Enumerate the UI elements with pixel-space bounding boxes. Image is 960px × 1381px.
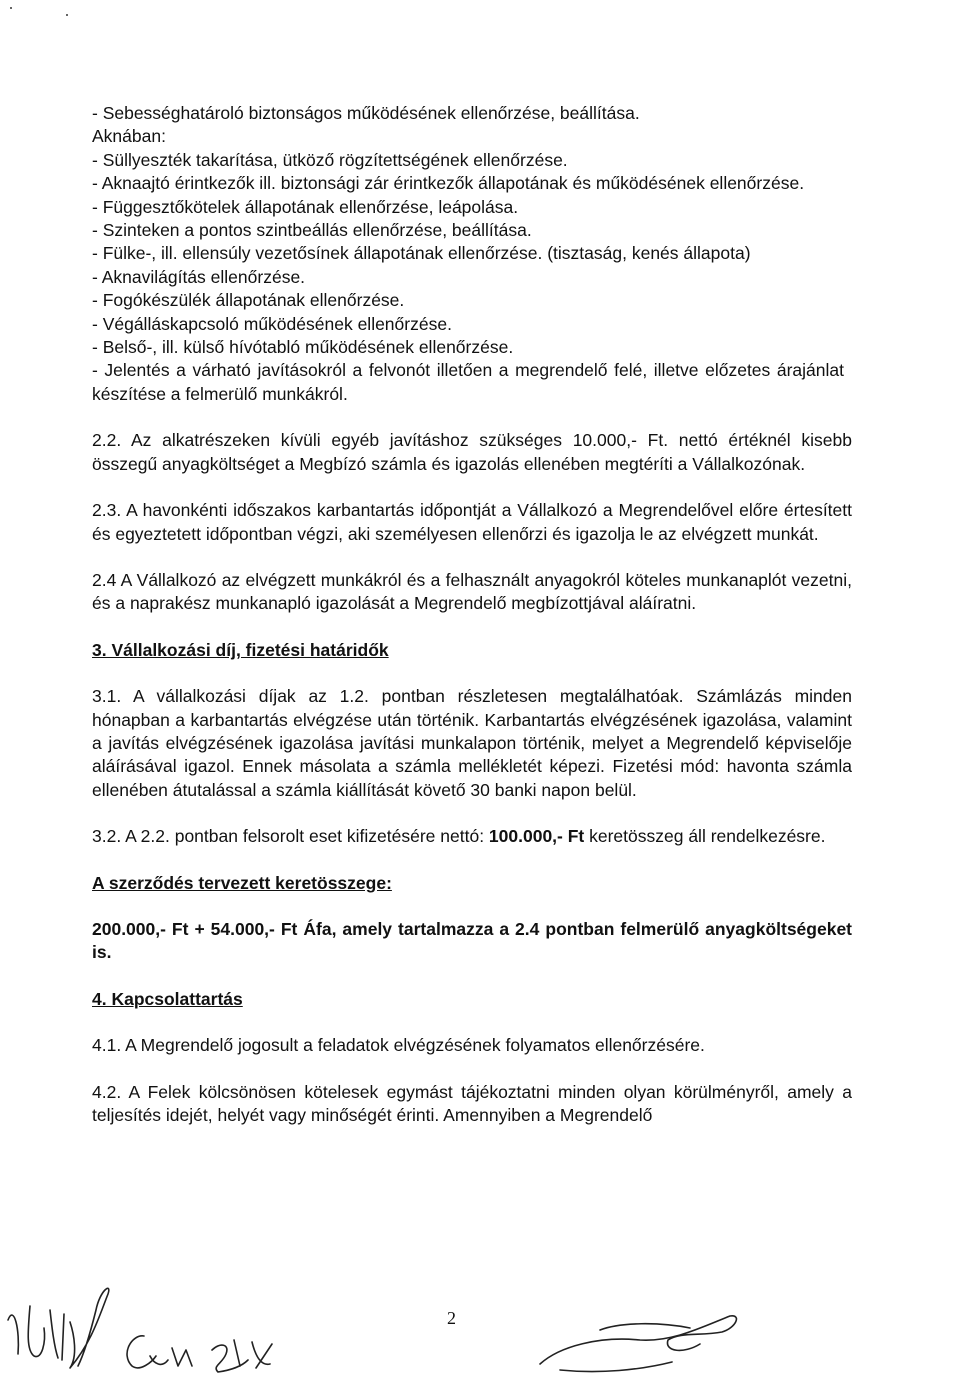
budget-heading: A szerződés tervezett keretösszege: xyxy=(92,872,392,893)
paragraph-3-1: 3.1. A vállalkozási díjak az 1.2. pontban részletesen megtalálhatóak. Számlázás minden hónapban a karbantartás elvégzése után történik. Karbantartás elvégzésének igazolása, valamint a javítás elvégzésének igazolása javítási munkalapon történik, melyet a Megrendelő képviselője aláírásával igazol. Ennek másolata a számla mellékletét képezi. Fizetési mód: havonta számla ellenében átutalással a számla kiállítását követő 30 banki napon belül. xyxy=(92,686,852,800)
check-item-8: - Fogókészülék állapotának ellenőrzése. xyxy=(92,290,405,311)
scan-speck xyxy=(66,14,68,16)
check-item-2: - Süllyeszték takarítása, ütköző rögzítettségének ellenőrzése. xyxy=(92,149,568,170)
check-item-7: - Aknavilágítás ellenőrzése. xyxy=(92,266,306,287)
paragraph-2-3: 2.3. A havonkénti időszakos karbantartás időpontját a Vállalkozó a Megrendelővel előre értesített és egyeztetett időpontban végzi, aki személyesen ellenőrzi és igazolja le az elvégzett munkát. xyxy=(92,500,852,544)
paragraph-3-2-before: 3.2. A 2.2. pontban felsorolt eset kifizetésére nettó: xyxy=(92,826,489,847)
paragraph-3-2-amount: 100.000,- Ft xyxy=(488,826,585,847)
section-heading-4: 4. Kapcsolattartás xyxy=(92,988,243,1009)
signature-3 xyxy=(212,1340,272,1372)
signature-1 xyxy=(8,1288,109,1368)
section-heading-3: 3. Vállalkozási díj, fizetési határidők xyxy=(92,639,389,660)
signature-area xyxy=(0,1270,960,1381)
paragraph-3-2-after: keretösszeg áll rendelkezésre. xyxy=(584,826,826,847)
paragraph-4-2: 4.2. A Felek kölcsönösen kötelesek egymást tájékoztatni minden olyan körülményről, amely a teljesítés idejét, helyét vagy minőségét érinti. Amennyiben a Megrendelő xyxy=(92,1081,852,1125)
check-item-1: - Sebességhatároló biztonságos működésének ellenőrzése, beállítása. xyxy=(92,103,640,123)
paragraph-3-2 xyxy=(92,825,852,848)
check-item-6: - Fülke-, ill. ellensúly vezetősínek állapotának ellenőrzése. (tisztaság, kenés állapota) xyxy=(92,243,751,264)
budget-statement: 200.000,- Ft + 54.000,- Ft Áfa, amely tartalmazza a 2.4 pontban felmerülő anyagköltségeket is. xyxy=(92,918,852,963)
paragraph-2-4: 2.4 A Vállalkozó az elvégzett munkákról és a felhasznált anyagokról köteles munkanaplót vezetni, és a naprakész munkanapló igazolását a Megrendelő megbízottjával aláíratni. xyxy=(92,569,852,614)
paragraph-2-2: 2.2. Az alkatrészeken kívüli egyéb javításhoz szükséges 10.000,- Ft. nettó értéknél kisebb összegű anyagköltséget a Megbízó számla és igazolás ellenében megtéríti a Vállalkozónak. xyxy=(92,430,852,474)
check-item-3: - Aknaajtó érintkezők ill. biztonsági zár érintkezők állapotának és működésének ellenőrzése. xyxy=(92,173,805,194)
check-item-4: - Függesztőkötelek állapotának ellenőrzése, leápolása. xyxy=(92,196,519,217)
check-item-5: - Szinteken a pontos szintbeállás ellenőrzése, beállítása. xyxy=(92,220,532,241)
check-item-10: - Belső-, ill. külső hívótabló működésének ellenőrzése. xyxy=(92,337,514,358)
signature-4 xyxy=(540,1316,736,1372)
scan-speck xyxy=(10,7,12,9)
signature-2 xyxy=(127,1336,192,1368)
check-item-9: - Végálláskapcsoló működésének ellenőrzése. xyxy=(92,313,452,334)
check-subheading-shaft: Aknában: xyxy=(92,126,166,147)
check-item-11: - Jelentés a várható javításokról a felvonót illetően a megrendelő felé, illetve előzetes árajánlat készítése a felmerülő munkákról. xyxy=(92,360,844,404)
page-content xyxy=(92,102,852,1127)
page-number: 2 xyxy=(447,1308,456,1328)
paragraph-4-1: 4.1. A Megrendelő jogosult a feladatok elvégzésének folyamatos ellenőrzésére. xyxy=(92,1035,705,1056)
